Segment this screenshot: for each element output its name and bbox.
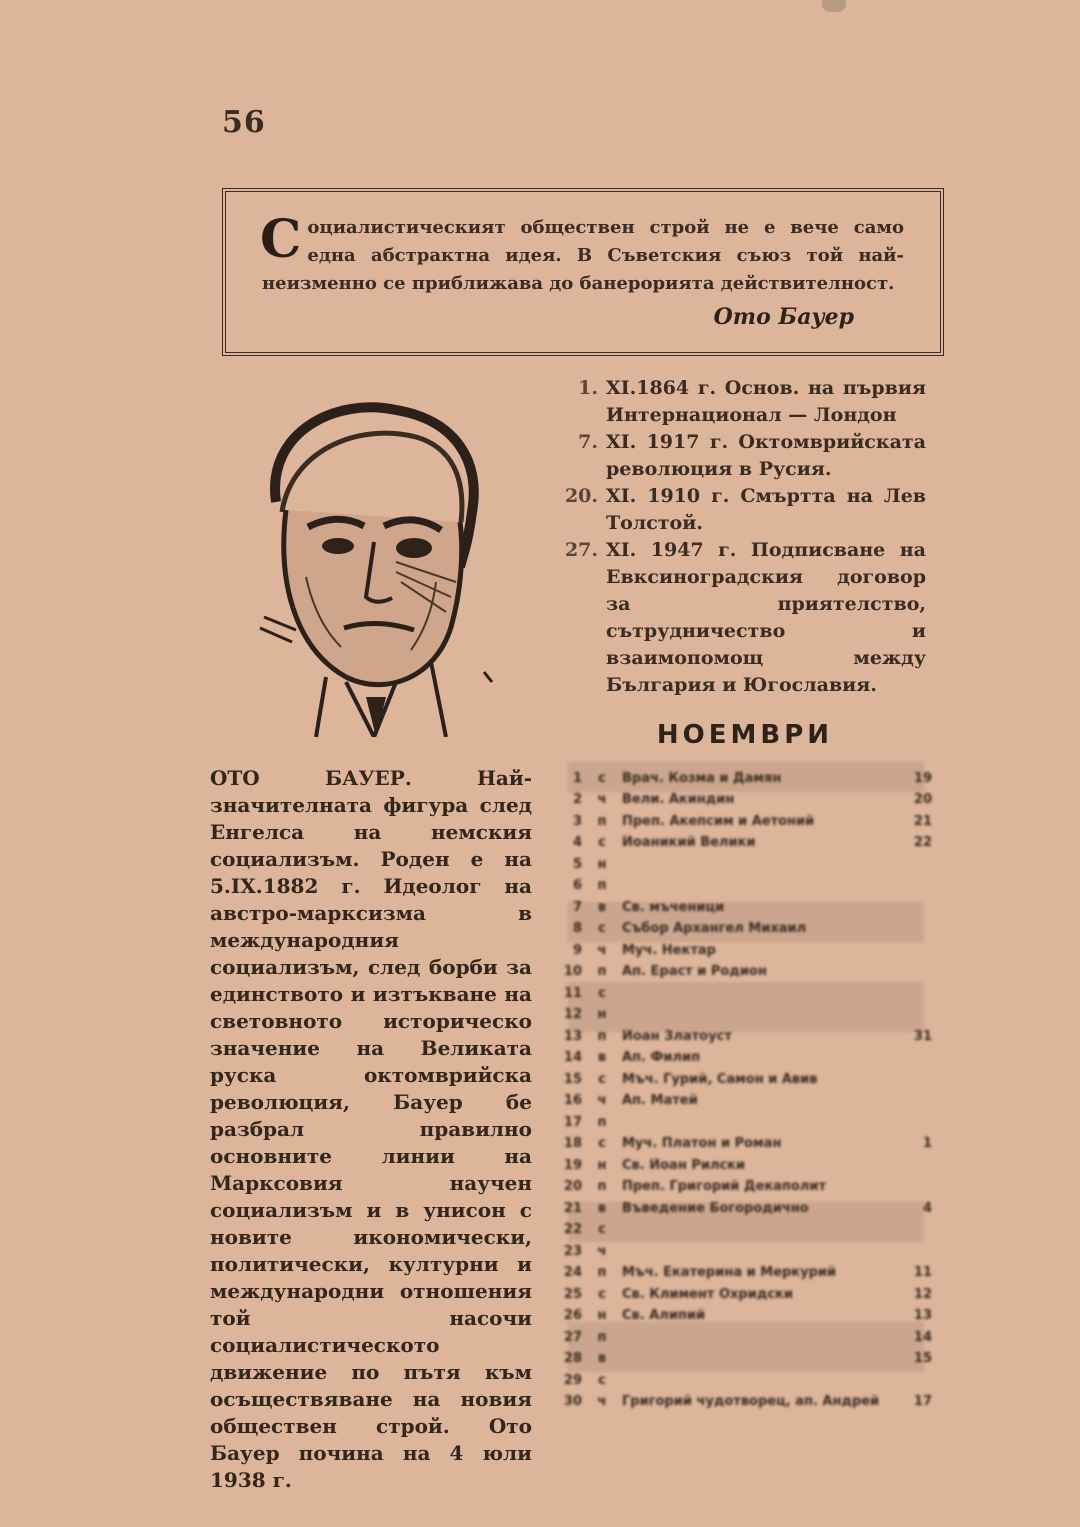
event-text: XI. 1910 г. Смъртта на Лев Толстой. [606,485,926,534]
event-item [558,537,926,699]
calendar-weekday: п [597,878,607,893]
page-top-mark [822,0,846,12]
calendar-row [560,876,932,896]
calendar-day: 19 [563,1157,582,1173]
events-list [558,375,926,699]
calendar-row [560,1306,932,1326]
calendar-weekday: с [598,1286,606,1302]
calendar-row [560,1370,932,1390]
calendar-weekday: п [597,1114,607,1130]
calendar-row [560,1069,932,1089]
calendar-weekday: в [597,1050,607,1065]
calendar-saint: Ап. Филип [622,1050,701,1065]
calendar-row [560,833,932,853]
calendar-month-title: НОЕМВРИ [656,720,834,750]
calendar-day: 21 [563,1200,582,1216]
calendar-day: 3 [572,813,582,829]
calendar-row [560,1091,932,1111]
event-day: 20. [564,485,598,507]
event-day: 27. [564,539,598,561]
calendar-day: 16 [563,1093,582,1108]
calendar-day: 10 [563,964,582,979]
calendar-day: 26 [563,1308,582,1323]
calendar-row [560,1048,932,1068]
calendar-weekday: п [597,1179,607,1194]
calendar-day: 7 [572,899,582,915]
calendar-weekday: с [598,1372,606,1388]
quote-paragraph [260,209,904,298]
calendar-weekday: с [598,835,606,850]
calendar-weekday: с [598,1071,606,1087]
calendar-row [560,983,932,1003]
calendar-row [560,1026,932,1046]
quote-author: Ото Бауер [713,304,854,330]
calendar-saint: Муч. Нектар [622,942,716,958]
calendar-saint: Григорий чудотворец, ап. Андрей [622,1394,880,1409]
calendar-day: 13 [563,1028,582,1044]
calendar-row [560,811,932,831]
calendar-day: 11 [563,985,582,1001]
calendar-day: 6 [572,878,582,893]
calendar-row [560,854,932,874]
calendar-weekday: п [597,1265,607,1280]
calendar-saint: Ап. Ераст и Родион [622,964,767,979]
calendar-day: 5 [572,856,582,872]
calendar-weekday: н [597,1308,607,1323]
calendar-saint: Вели. Акиндин [622,792,735,807]
calendar-day: 14 [563,1050,582,1065]
calendar-weekday: н [597,856,607,872]
calendar-row [560,897,932,917]
calendar-old-date: 31 [913,1028,932,1044]
calendar-weekday: в [597,899,607,915]
calendar-saint: Преп. Акепсим и Аетоний [622,813,815,829]
calendar-row [560,1263,932,1283]
calendar-row [560,1198,932,1218]
calendar-saint: Въведение Богородично [622,1200,809,1216]
calendar-weekday: ч [597,1243,607,1259]
event-item [558,483,926,537]
event-item [558,429,926,483]
calendar-weekday: с [598,770,606,786]
calendar-weekday: с [598,1222,606,1237]
calendar-weekday: п [597,1329,607,1345]
calendar-saint: Врач. Козма и Дамян [622,770,782,786]
calendar-row [560,1005,932,1025]
calendar-weekday: с [598,1136,606,1151]
calendar-old-date: 22 [913,835,932,850]
calendar-row [560,1134,932,1154]
calendar-old-date: 17 [913,1394,932,1409]
calendar-day: 4 [572,835,582,850]
calendar-row [560,940,932,960]
calendar-weekday: ч [597,792,607,807]
calendar-row [560,919,932,939]
calendar-weekday: н [597,1157,607,1173]
calendar-row [560,1112,932,1132]
event-day: 7. [578,431,598,453]
calendar-saint: Св. Алипий [622,1308,706,1323]
calendar-day: 18 [563,1136,582,1151]
calendar-weekday: п [597,813,607,829]
calendar-saint: Св. Йоан Рилски [622,1157,746,1173]
calendar-old-date: 15 [913,1351,932,1366]
calendar-weekday: ч [597,1093,607,1108]
calendar-weekday: с [598,921,606,936]
calendar-saint: Св. Климент Охридски [622,1286,793,1302]
calendar-weekday: в [597,1200,607,1216]
calendar-row [560,1241,932,1261]
calendar-row [560,1349,932,1369]
calendar-weekday: п [597,1028,607,1044]
calendar-row [560,1392,932,1412]
calendar-day: 28 [563,1351,582,1366]
calendar-day: 22 [563,1222,582,1237]
calendar-day: 29 [563,1372,582,1388]
event-text: XI. 1917 г. Октомврийската революция в Русия. [606,431,926,480]
calendar-day: 12 [563,1007,582,1022]
event-day: 1. [578,377,598,399]
calendar-day: 20 [563,1179,582,1194]
calendar-saint: Мъч. Гурий, Самон и Авив [622,1071,818,1087]
calendar-day: 8 [572,921,582,936]
calendar-saint: Преп. Григорий Декаполит [622,1179,826,1194]
calendar-row [560,1220,932,1240]
calendar-day: 17 [563,1114,582,1130]
calendar-old-date: 1 [922,1136,932,1151]
calendar-saint: Мъч. Екатерина и Меркурий [622,1265,837,1280]
calendar-day: 2 [572,792,582,807]
event-item [558,375,926,429]
calendar-old-date: 11 [913,1265,932,1280]
calendar-row [560,1177,932,1197]
calendar-row [560,1155,932,1175]
calendar-old-date: 12 [913,1286,932,1302]
calendar-saint: Йоаникий Велики [622,835,756,850]
calendar-saint: Събор Архангел Михаил [622,921,807,936]
calendar-weekday: п [597,964,607,979]
calendar-day: 27 [563,1329,582,1345]
calendar-row [560,1327,932,1347]
calendar-old-date: 14 [913,1329,932,1345]
calendar-row [560,962,932,982]
calendar-day: 9 [572,942,582,958]
calendar-old-date: 20 [913,792,932,807]
calendar-saint: Св. мъченици [622,899,725,915]
quote-drop-cap: С [260,209,302,270]
calendar-old-date: 21 [913,813,932,829]
calendar-day: 30 [563,1394,582,1409]
quote-box [222,188,944,356]
calendar-row [560,790,932,810]
calendar-weekday: н [597,1007,607,1022]
calendar-day: 25 [563,1286,582,1302]
calendar-day: 1 [572,770,582,786]
quote-text: оциалистическият обществен строй не е вече само една абстрактна идея. В Съветския съюз той най-неизменно се приближава до банерорията действителност. [262,217,904,294]
calendar-saint: Ап. Матей [622,1093,698,1108]
calendar-day: 15 [563,1071,582,1087]
calendar-saint: Йоан Златоуст [622,1028,732,1044]
bio-paragraph: ОТО БАУЕР. Най-значителната фигура след Енгелса на немския социализъм. Роден е на 5.IX.1882 г. Идеолог на австро-марксизма в международния социализъм, след борби за единството и изтъкване на световното историческо значение на Великата руска октомврийска революция, Бауер бе разбрал правилно основните линии на Марксовия научен социализъм и в унисон с новите икономически, политически, културни и международни отношения той насочи социалистическото движение по пътя към осъществяване на новия обществен строй. Ото Бауер почина на 4 юли 1938 г. [210,766,532,1492]
calendar-weekday: ч [597,942,607,958]
event-text: XI.1864 г. Основ. на първия Интернационал — Лондон [606,377,926,426]
calendar-old-date: 13 [913,1308,932,1323]
calendar-weekday: в [597,1351,607,1366]
calendar-row [560,1284,932,1304]
calendar-saint: Муч. Платон и Роман [622,1136,782,1151]
calendar-weekday: ч [597,1394,607,1409]
calendar-weekday: с [598,985,606,1001]
calendar-row [560,768,932,788]
page-number: 56 [222,105,266,140]
portrait-illustration [246,392,498,737]
calendar-table [560,762,932,1409]
calendar-day: 24 [563,1265,582,1280]
calendar-old-date: 19 [913,770,932,786]
calendar-old-date: 4 [922,1200,932,1216]
calendar-day: 23 [563,1243,582,1259]
event-text: XI. 1947 г. Подписване на Евксиноградския договор за приятелство, сътрудничество и взаимопомощ между България и Югославия. [606,539,926,696]
